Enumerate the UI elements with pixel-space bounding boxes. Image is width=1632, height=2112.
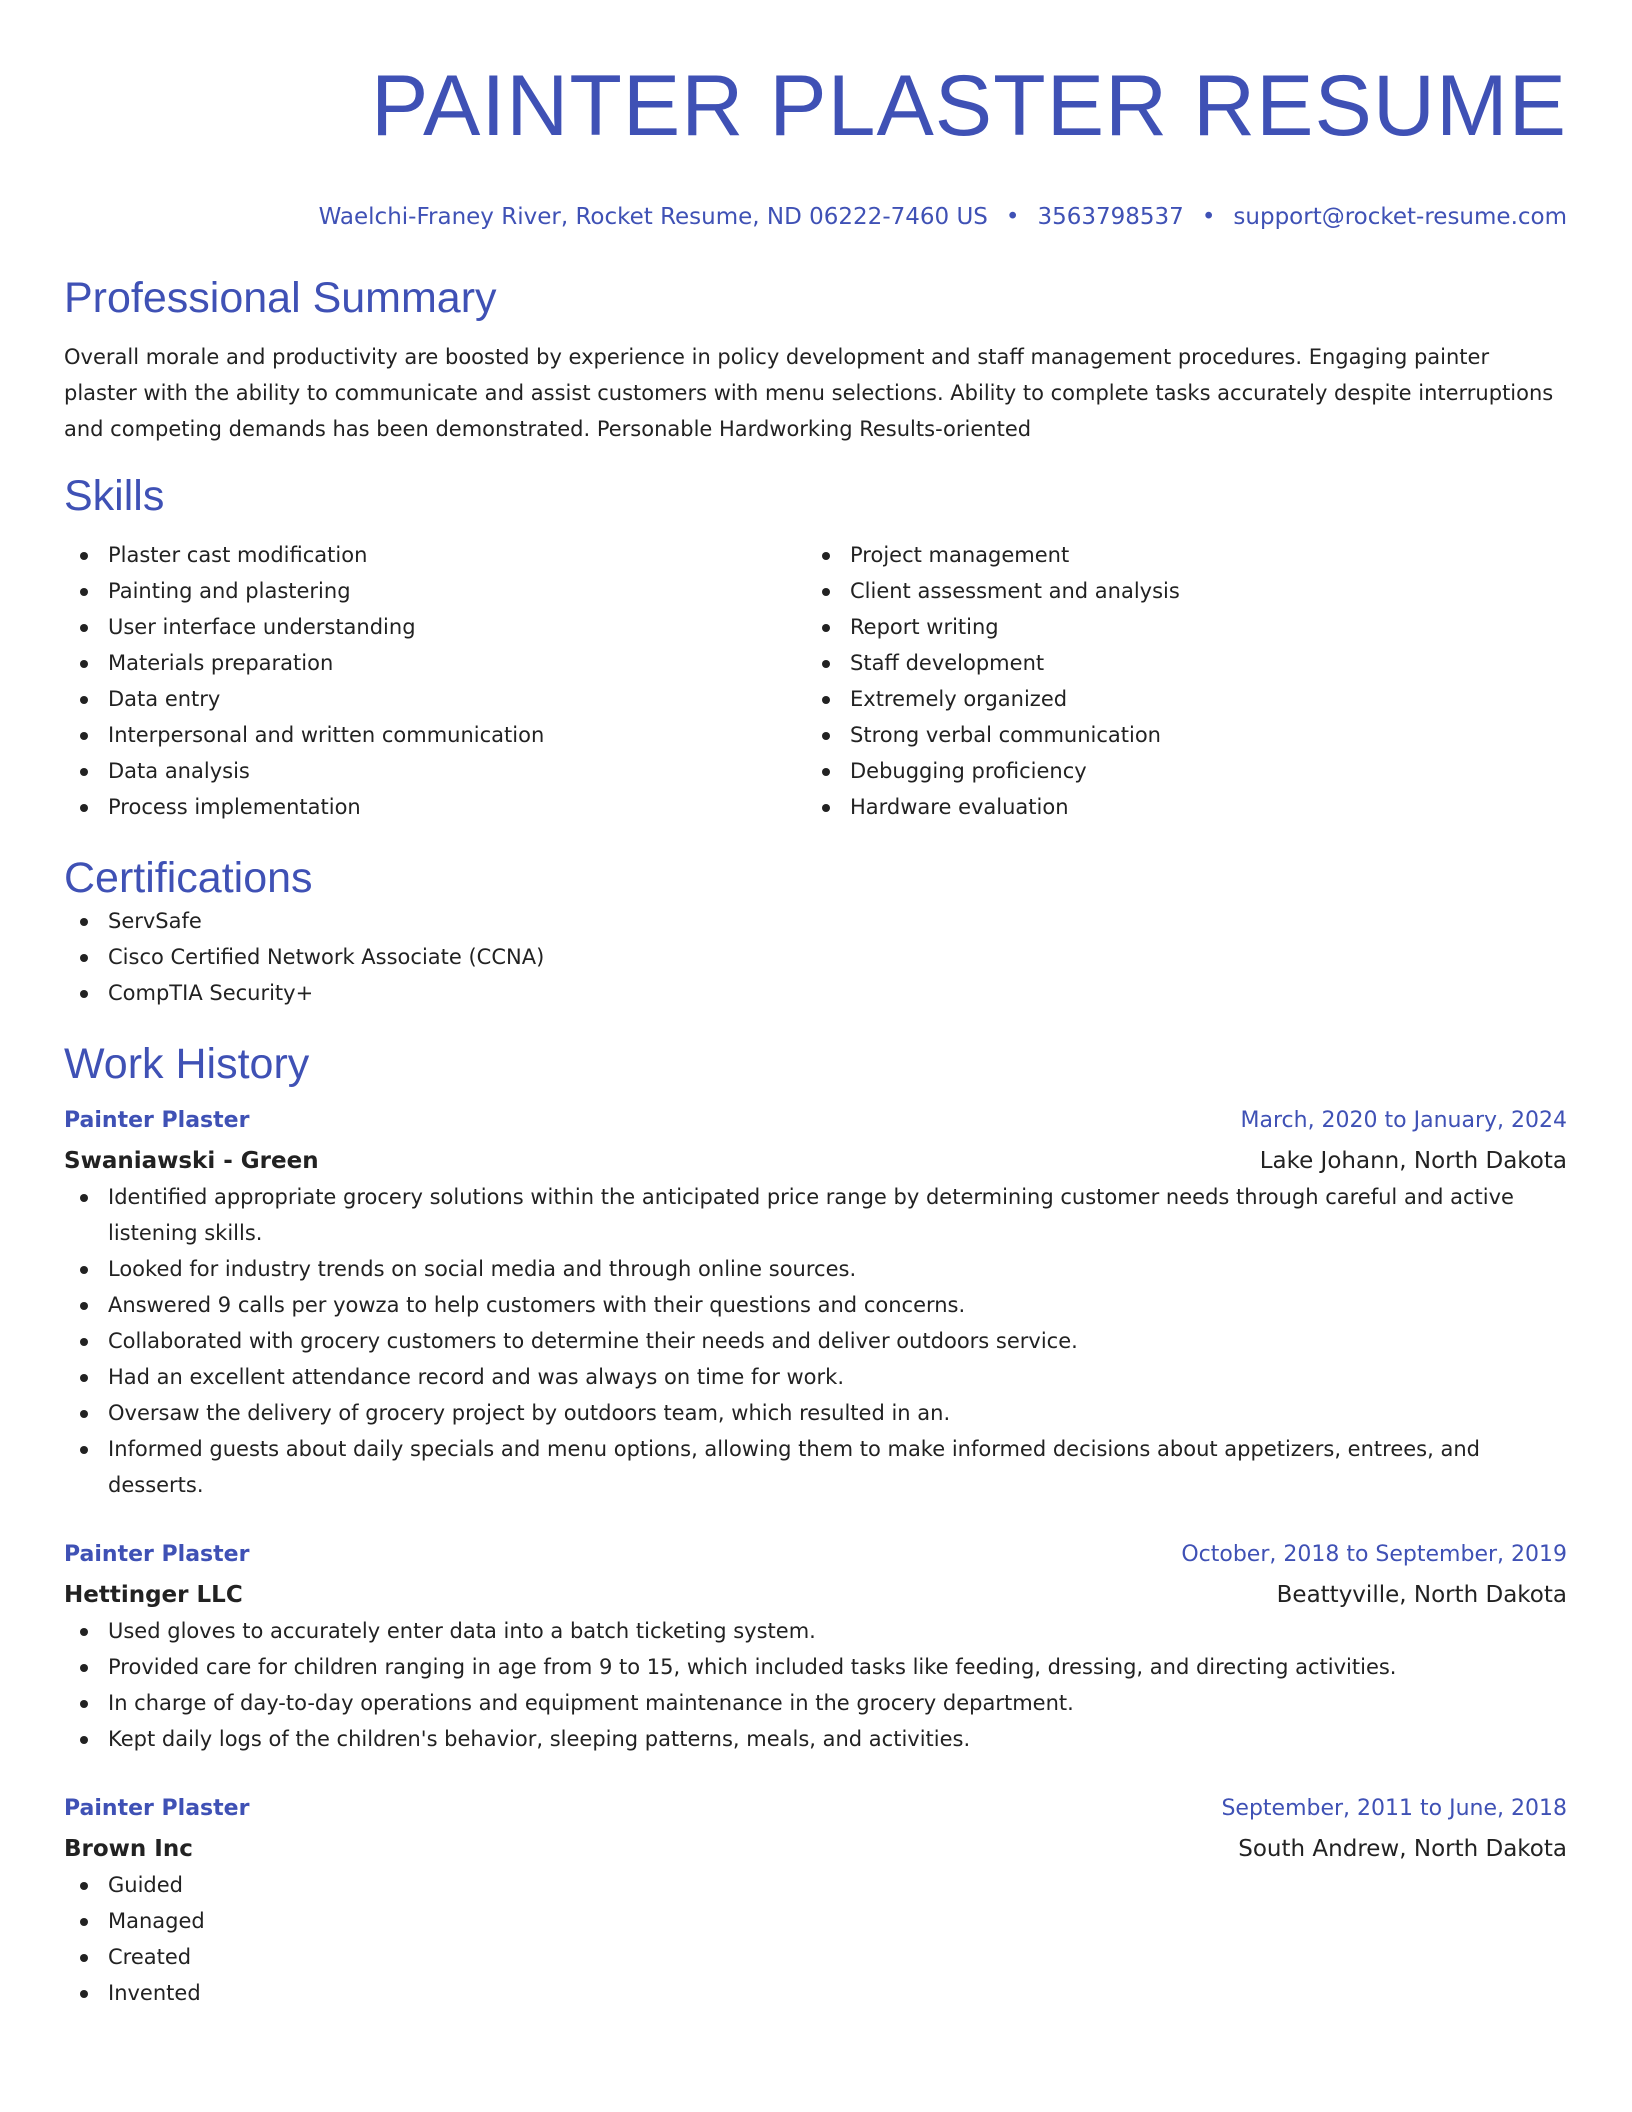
certification-item: CompTIA Security+: [64, 975, 1567, 1011]
job-header-row: [64, 1537, 1567, 1573]
job-duty: Oversaw the delivery of grocery project by outdoors team, which resulted in an.: [64, 1395, 1567, 1431]
job-duty: Used gloves to accurately enter data into a batch ticketing system.: [64, 1613, 1567, 1649]
skill-item: Plaster cast modification: [64, 537, 806, 573]
job-duty: Created: [64, 1939, 1567, 1975]
job-entry: [64, 1537, 1567, 1757]
job-header-row: [64, 1791, 1567, 1827]
job-duty: Kept daily logs of the children's behavior, sleeping patterns, meals, and activities.: [64, 1721, 1567, 1757]
job-dates: September, 2011 to June, 2018: [1221, 1796, 1567, 1821]
certifications-list: [64, 903, 1567, 1011]
job-duty: Collaborated with grocery customers to determine their needs and deliver outdoors service.: [64, 1323, 1567, 1359]
skills-heading: Skills: [64, 472, 165, 520]
resume-page: [64, 0, 1567, 2011]
job-duty: Provided care for children ranging in age from 9 to 15, which included tasks like feeding, dressing, and directing activities.: [64, 1649, 1567, 1685]
skill-item: Staff development: [806, 645, 1548, 681]
certification-item: ServSafe: [64, 903, 1567, 939]
skills-list-left: [64, 537, 806, 825]
job-title: Painter Plaster: [64, 1108, 250, 1133]
job-company-row: [64, 1573, 1567, 1613]
contact-address: Waelchi-Franey River, Rocket Resume, ND 06222-7460 US: [318, 204, 988, 230]
job-entry: [64, 1791, 1567, 2011]
skill-item: Materials preparation: [64, 645, 806, 681]
skill-item: Data entry: [64, 681, 806, 717]
job-company: Brown Inc: [64, 1836, 193, 1862]
skill-item: Project management: [806, 537, 1548, 573]
job-duty: In charge of day-to-day operations and equipment maintenance in the grocery department.: [64, 1685, 1567, 1721]
summary-heading: Professional Summary: [64, 274, 497, 322]
skill-item: User interface understanding: [64, 609, 806, 645]
job-header-row: [64, 1103, 1567, 1139]
job-duty: Identified appropriate grocery solutions within the anticipated price range by determining customer needs through careful and active listening skills.: [64, 1179, 1567, 1251]
job-location: Lake Johann, North Dakota: [1259, 1148, 1567, 1174]
skills-list-right: [806, 537, 1548, 825]
contact-phone: 3563798537: [1037, 204, 1184, 230]
summary-text: Overall morale and productivity are boosted by experience in policy development and staff management procedures. Engaging painter plaster with the ability to communicate and assist customers with menu selections. Ability to complete tasks accurately despite interruptions and competing demands has been demonstrated. Personable Hardworking Results-oriented: [64, 345, 1554, 441]
skill-item: Report writing: [806, 609, 1548, 645]
skills-column-left: [64, 537, 806, 825]
job-location: Beattyville, North Dakota: [1276, 1582, 1567, 1608]
job-dates: October, 2018 to September, 2019: [1181, 1542, 1567, 1567]
job-dates: March, 2020 to January, 2024: [1240, 1108, 1567, 1133]
resume-name: PAINTER PLASTER RESUME: [371, 58, 1567, 154]
skill-item: Client assessment and analysis: [806, 573, 1548, 609]
contact-separator: •: [1201, 204, 1216, 230]
skill-item: Hardware evaluation: [806, 789, 1548, 825]
job-company: Hettinger LLC: [64, 1582, 243, 1608]
job-duty: Invented: [64, 1975, 1567, 2011]
skill-item: Interpersonal and written communication: [64, 717, 806, 753]
job-duties-list: [64, 1179, 1567, 1503]
skills-column-right: [806, 537, 1548, 825]
job-duty: Guided: [64, 1867, 1567, 1903]
job-duty: Managed: [64, 1903, 1567, 1939]
certifications-heading: Certifications: [64, 854, 313, 902]
job-duties-list: [64, 1613, 1567, 1757]
job-duty: Informed guests about daily specials and menu options, allowing them to make informed decisions about appetizers, entrees, and desserts.: [64, 1431, 1567, 1503]
job-title: Painter Plaster: [64, 1542, 250, 1567]
skill-item: Process implementation: [64, 789, 806, 825]
job-location: South Andrew, North Dakota: [1238, 1836, 1567, 1862]
contact-separator: •: [1005, 204, 1020, 230]
skills-grid: [64, 537, 1567, 825]
contact-email: support@rocket-resume.com: [1233, 204, 1567, 230]
skill-item: Debugging proficiency: [806, 753, 1548, 789]
skill-item: Painting and plastering: [64, 573, 806, 609]
skill-item: Extremely organized: [806, 681, 1548, 717]
job-company-row: [64, 1139, 1567, 1179]
job-title: Painter Plaster: [64, 1796, 250, 1821]
work-history-heading: Work History: [64, 1040, 310, 1088]
skill-item: Data analysis: [64, 753, 806, 789]
job-company: Swaniawski - Green: [64, 1148, 319, 1174]
job-duty: Had an excellent attendance record and was always on time for work.: [64, 1359, 1567, 1395]
contact-line: [64, 202, 1567, 232]
job-duties-list: [64, 1867, 1567, 2011]
job-duty: Looked for industry trends on social media and through online sources.: [64, 1251, 1567, 1287]
certification-item: Cisco Certified Network Associate (CCNA): [64, 939, 1567, 975]
job-duty: Answered 9 calls per yowza to help customers with their questions and concerns.: [64, 1287, 1567, 1323]
skill-item: Strong verbal communication: [806, 717, 1548, 753]
job-entry: [64, 1103, 1567, 1503]
job-company-row: [64, 1827, 1567, 1867]
